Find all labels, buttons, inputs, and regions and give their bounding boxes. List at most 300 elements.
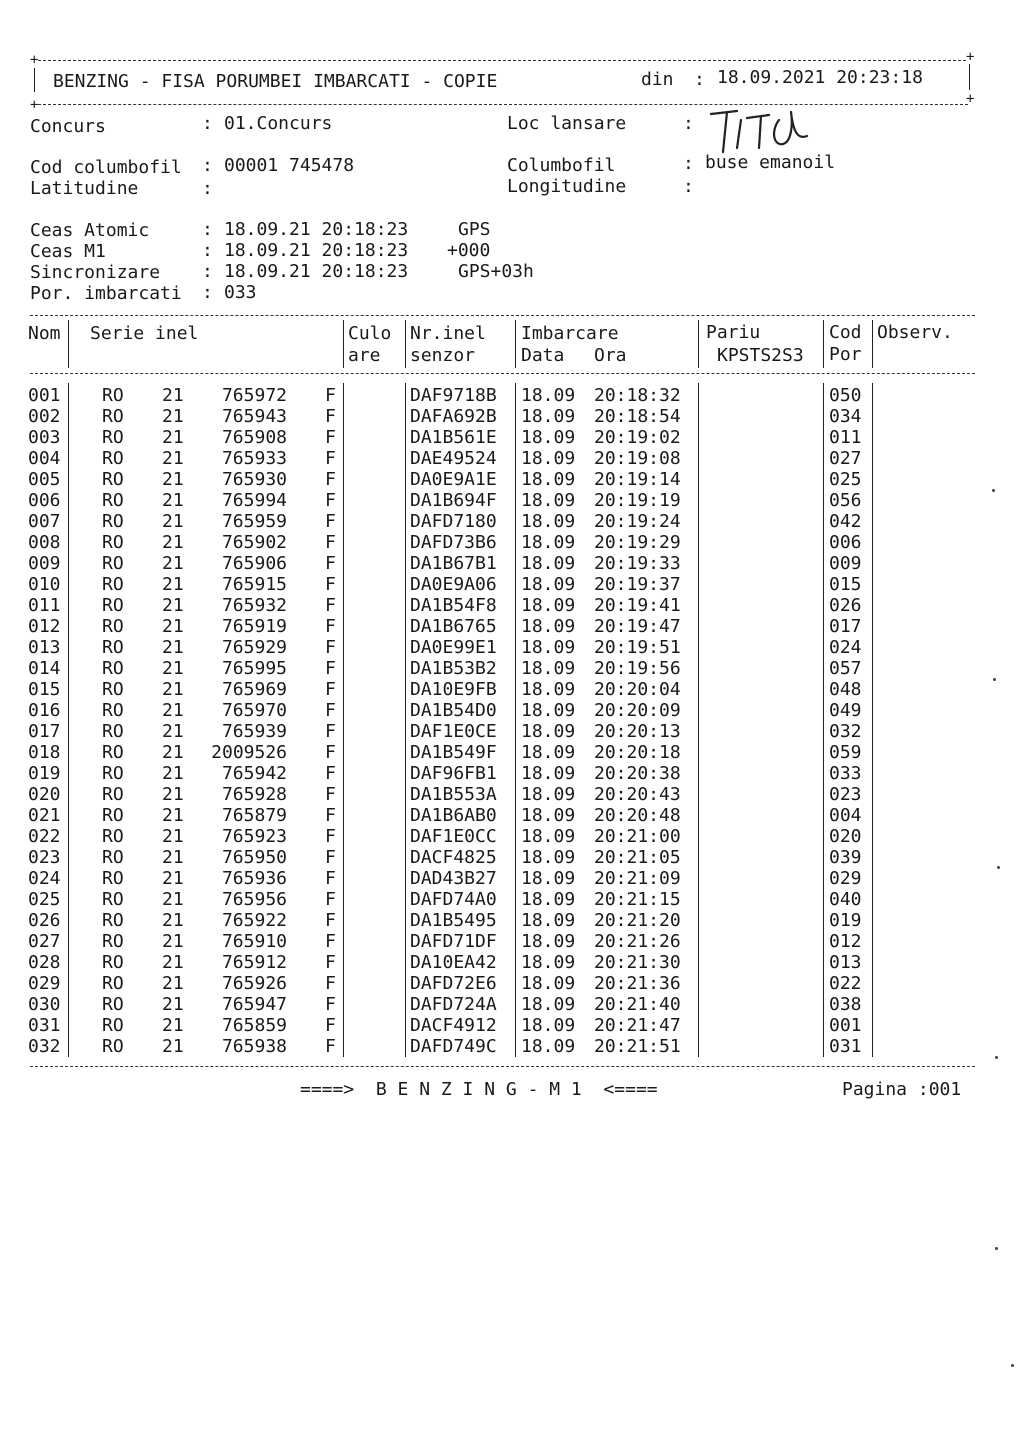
cell-ring: 765956 — [221, 889, 287, 910]
cell-country: RO — [102, 847, 124, 868]
cell-time: 20:21:51 — [594, 1036, 681, 1057]
cell-cod: 040 — [829, 889, 862, 910]
cell-year: 21 — [162, 931, 184, 952]
cell-year: 21 — [162, 574, 184, 595]
cell-year: 21 — [162, 973, 184, 994]
cell-time: 20:21:36 — [594, 973, 681, 994]
cell-year: 21 — [162, 679, 184, 700]
cell-country: RO — [102, 574, 124, 595]
col-separator — [823, 320, 824, 368]
col-header-culo-2: are — [348, 345, 381, 366]
table-bottom-border — [30, 1066, 975, 1067]
cell-year: 21 — [162, 385, 184, 406]
header-right-border — [969, 64, 970, 90]
cell-country: RO — [102, 1036, 124, 1057]
concurs-label: Concurs — [30, 116, 106, 137]
cell-sensor: DA1B6765 — [410, 616, 497, 637]
cell-ring: 765919 — [221, 616, 287, 637]
cell-sensor: DAF1E0CE — [410, 721, 497, 742]
col-separator — [68, 320, 69, 368]
cell-cod: 034 — [829, 406, 862, 427]
cell-nom: 016 — [28, 700, 61, 721]
scan-speck — [993, 678, 996, 681]
cell-time: 20:18:54 — [594, 406, 681, 427]
table-row — [0, 406, 1024, 427]
cell-year: 21 — [162, 826, 184, 847]
cell-nom: 031 — [28, 1015, 61, 1036]
cell-sensor: DA0E9A06 — [410, 574, 497, 595]
cell-sex: F — [325, 889, 336, 910]
cell-year: 21 — [162, 511, 184, 532]
cell-ring: 765969 — [221, 679, 287, 700]
col-header-nom: Nom — [28, 323, 61, 344]
cell-sex: F — [325, 721, 336, 742]
cell-year: 21 — [162, 406, 184, 427]
cell-nom: 025 — [28, 889, 61, 910]
cell-sensor: DA1B561E — [410, 427, 497, 448]
cell-nom: 008 — [28, 532, 61, 553]
handwritten-signature — [707, 106, 817, 154]
table-row — [0, 427, 1024, 448]
cell-sensor: DAFD73B6 — [410, 532, 497, 553]
cell-sensor: DAF1E0CC — [410, 826, 497, 847]
cell-nom: 002 — [28, 406, 61, 427]
table-row — [0, 952, 1024, 973]
cell-ring: 765930 — [221, 469, 287, 490]
table-header-border — [30, 373, 975, 374]
cell-cod: 015 — [829, 574, 862, 595]
table-row — [0, 616, 1024, 637]
cell-ring: 765915 — [221, 574, 287, 595]
header-left-border — [34, 68, 35, 92]
cell-sex: F — [325, 742, 336, 763]
cell-sex: F — [325, 931, 336, 952]
cell-sex: F — [325, 469, 336, 490]
table-row — [0, 595, 1024, 616]
cell-time: 20:19:37 — [594, 574, 681, 595]
cell-cod: 017 — [829, 616, 862, 637]
cell-ring: 765926 — [221, 973, 287, 994]
cell-nom: 029 — [28, 973, 61, 994]
cell-date: 18.09 — [521, 952, 576, 973]
cell-country: RO — [102, 952, 124, 973]
cell-sensor: DAF9718B — [410, 385, 497, 406]
cell-sensor: DAFA692B — [410, 406, 497, 427]
col-separator — [872, 320, 873, 368]
cell-country: RO — [102, 490, 124, 511]
cell-date: 18.09 — [521, 406, 576, 427]
cell-year: 21 — [162, 1036, 184, 1057]
cell-ring: 765932 — [221, 595, 287, 616]
cell-country: RO — [102, 910, 124, 931]
por-imbarcati-label: Por. imbarcati — [30, 283, 182, 304]
table-top-border — [30, 315, 975, 316]
table-row — [0, 994, 1024, 1015]
cell-year: 21 — [162, 490, 184, 511]
cell-ring: 765972 — [221, 385, 287, 406]
cell-date: 18.09 — [521, 511, 576, 532]
cell-nom: 032 — [28, 1036, 61, 1057]
cell-sex: F — [325, 427, 336, 448]
cell-cod: 025 — [829, 469, 862, 490]
cell-date: 18.09 — [521, 553, 576, 574]
table-row — [0, 910, 1024, 931]
col-header-culo: Culo — [348, 323, 392, 344]
table-row — [0, 511, 1024, 532]
cell-sex: F — [325, 1015, 336, 1036]
cell-country: RO — [102, 385, 124, 406]
cell-country: RO — [102, 637, 124, 658]
cell-time: 20:21:20 — [594, 910, 681, 931]
cell-nom: 013 — [28, 637, 61, 658]
cell-country: RO — [102, 826, 124, 847]
cell-sex: F — [325, 658, 336, 679]
cell-sex: F — [325, 595, 336, 616]
cell-sensor: DA10E9FB — [410, 679, 497, 700]
cell-nom: 030 — [28, 994, 61, 1015]
col-header-serie: Serie inel — [90, 323, 199, 344]
cell-nom: 010 — [28, 574, 61, 595]
cell-sensor: DAFD71DF — [410, 931, 497, 952]
cell-nom: 015 — [28, 679, 61, 700]
cell-sex: F — [325, 784, 336, 805]
cell-nom: 012 — [28, 616, 61, 637]
cell-country: RO — [102, 973, 124, 994]
cell-country: RO — [102, 763, 124, 784]
cell-date: 18.09 — [521, 805, 576, 826]
cell-sex: F — [325, 574, 336, 595]
cell-country: RO — [102, 994, 124, 1015]
ceas-m1-value: 18.09.21 20:18:23 — [224, 240, 409, 261]
cell-ring: 765910 — [221, 931, 287, 952]
cell-ring: 765906 — [221, 553, 287, 574]
col-header-imbarcare: Imbarcare — [521, 323, 619, 344]
cell-year: 21 — [162, 532, 184, 553]
cell-time: 20:19:24 — [594, 511, 681, 532]
cell-time: 20:21:05 — [594, 847, 681, 868]
col-header-kpsts: KPSTS2S3 — [717, 345, 804, 366]
cell-cod: 049 — [829, 700, 862, 721]
cell-country: RO — [102, 553, 124, 574]
cell-cod: 032 — [829, 721, 862, 742]
loc-lansare-label: Loc lansare — [507, 113, 627, 134]
cell-cod: 031 — [829, 1036, 862, 1057]
cell-nom: 019 — [28, 763, 61, 784]
table-row — [0, 931, 1024, 952]
cell-time: 20:21:47 — [594, 1015, 681, 1036]
cell-sex: F — [325, 1036, 336, 1057]
cell-nom: 027 — [28, 931, 61, 952]
cell-time: 20:21:40 — [594, 994, 681, 1015]
cell-sensor: DAFD7180 — [410, 511, 497, 532]
cell-nom: 023 — [28, 847, 61, 868]
cell-sex: F — [325, 385, 336, 406]
header-bottom-border — [38, 104, 968, 105]
cell-nom: 024 — [28, 868, 61, 889]
cell-sex: F — [325, 973, 336, 994]
ceas-atomic-source: GPS — [458, 219, 491, 240]
cell-sensor: DA0E9A1E — [410, 469, 497, 490]
ceas-m1-label: Ceas M1 — [30, 241, 106, 262]
corner-mark: + — [966, 49, 975, 65]
cell-cod: 004 — [829, 805, 862, 826]
cell-nom: 005 — [28, 469, 61, 490]
cell-country: RO — [102, 595, 124, 616]
cell-sex: F — [325, 406, 336, 427]
cell-cod: 001 — [829, 1015, 862, 1036]
cell-sensor: DA0E99E1 — [410, 637, 497, 658]
cell-ring: 765902 — [221, 532, 287, 553]
cell-sensor: DA1B5495 — [410, 910, 497, 931]
table-row — [0, 490, 1024, 511]
cell-time: 20:19:29 — [594, 532, 681, 553]
por-imbarcati-value: 033 — [224, 282, 257, 303]
sincronizare-offset: GPS+03h — [458, 261, 534, 282]
cell-date: 18.09 — [521, 448, 576, 469]
cell-time: 20:19:19 — [594, 490, 681, 511]
col-header-nrinel: Nr.inel — [410, 323, 486, 344]
cell-sensor: DAFD72E6 — [410, 973, 497, 994]
cell-year: 21 — [162, 616, 184, 637]
cell-date: 18.09 — [521, 721, 576, 742]
cell-date: 18.09 — [521, 910, 576, 931]
cell-year: 21 — [162, 805, 184, 826]
col-header-data: Data — [521, 345, 565, 366]
cell-nom: 017 — [28, 721, 61, 742]
cell-year: 21 — [162, 763, 184, 784]
cell-ring: 2009526 — [211, 742, 287, 763]
cell-sensor: DAE49524 — [410, 448, 497, 469]
cell-cod: 033 — [829, 763, 862, 784]
cell-sensor: DA1B6AB0 — [410, 805, 497, 826]
cell-ring: 765943 — [221, 406, 287, 427]
cell-ring: 765939 — [221, 721, 287, 742]
cell-cod: 059 — [829, 742, 862, 763]
cell-cod: 009 — [829, 553, 862, 574]
cell-ring: 765879 — [221, 805, 287, 826]
cell-ring: 765933 — [221, 448, 287, 469]
cell-sex: F — [325, 616, 336, 637]
cell-cod: 027 — [829, 448, 862, 469]
cell-cod: 022 — [829, 973, 862, 994]
cell-date: 18.09 — [521, 1015, 576, 1036]
cell-sensor: DA1B549F — [410, 742, 497, 763]
table-row — [0, 679, 1024, 700]
cell-date: 18.09 — [521, 742, 576, 763]
cell-year: 21 — [162, 868, 184, 889]
cell-time: 20:19:56 — [594, 658, 681, 679]
cell-cod: 056 — [829, 490, 862, 511]
cell-country: RO — [102, 931, 124, 952]
cell-nom: 003 — [28, 427, 61, 448]
cell-country: RO — [102, 532, 124, 553]
table-row — [0, 763, 1024, 784]
scan-speck — [995, 1247, 998, 1250]
cell-cod: 057 — [829, 658, 862, 679]
cell-sex: F — [325, 553, 336, 574]
cell-sensor: DAFD74A0 — [410, 889, 497, 910]
cell-cod: 024 — [829, 637, 862, 658]
cell-year: 21 — [162, 427, 184, 448]
cell-cod: 050 — [829, 385, 862, 406]
cell-nom: 026 — [28, 910, 61, 931]
corner-mark: + — [966, 91, 975, 107]
col-separator — [698, 320, 699, 368]
scan-speck — [1011, 1364, 1014, 1367]
cell-country: RO — [102, 1015, 124, 1036]
cell-cod: 039 — [829, 847, 862, 868]
cell-country: RO — [102, 805, 124, 826]
cell-sex: F — [325, 994, 336, 1015]
cell-year: 21 — [162, 742, 184, 763]
sincronizare-value: 18.09.21 20:18:23 — [224, 261, 409, 282]
cell-date: 18.09 — [521, 868, 576, 889]
footer-device: ====> B E N Z I N G - M 1 <==== — [300, 1079, 658, 1100]
sincronizare-label: Sincronizare — [30, 262, 161, 283]
cell-cod: 038 — [829, 994, 862, 1015]
table-row — [0, 721, 1024, 742]
cell-nom: 011 — [28, 595, 61, 616]
cell-date: 18.09 — [521, 847, 576, 868]
cell-cod: 042 — [829, 511, 862, 532]
cell-sensor: DA1B54D0 — [410, 700, 497, 721]
cell-nom: 007 — [28, 511, 61, 532]
cell-cod: 026 — [829, 595, 862, 616]
table-row — [0, 700, 1024, 721]
col-header-por: Por — [829, 344, 862, 365]
cell-sensor: DAFD724A — [410, 994, 497, 1015]
cod-columbofil-value: 00001 745478 — [224, 155, 355, 176]
cell-time: 20:20:13 — [594, 721, 681, 742]
document-date: 18.09.2021 20:23:18 — [717, 67, 923, 88]
cell-sensor: DAF96FB1 — [410, 763, 497, 784]
cell-date: 18.09 — [521, 994, 576, 1015]
table-row — [0, 868, 1024, 889]
table-row — [0, 889, 1024, 910]
cell-time: 20:21:15 — [594, 889, 681, 910]
cell-nom: 014 — [28, 658, 61, 679]
cell-sensor: DAFD749C — [410, 1036, 497, 1057]
cell-country: RO — [102, 721, 124, 742]
cell-time: 20:20:18 — [594, 742, 681, 763]
cell-time: 20:19:08 — [594, 448, 681, 469]
table-row — [0, 973, 1024, 994]
cell-ring: 765959 — [221, 511, 287, 532]
cell-sex: F — [325, 637, 336, 658]
cell-country: RO — [102, 658, 124, 679]
cell-cod: 013 — [829, 952, 862, 973]
cell-date: 18.09 — [521, 532, 576, 553]
cell-time: 20:20:04 — [594, 679, 681, 700]
table-row — [0, 847, 1024, 868]
table-row — [0, 574, 1024, 595]
cell-country: RO — [102, 700, 124, 721]
document-title: BENZING - FISA PORUMBEI IMBARCATI - COPIE — [53, 71, 498, 92]
scan-speck — [997, 866, 1000, 869]
cell-sex: F — [325, 847, 336, 868]
cell-sex: F — [325, 910, 336, 931]
cell-ring: 765950 — [221, 847, 287, 868]
cell-year: 21 — [162, 448, 184, 469]
longitudine-label: Longitudine — [507, 176, 627, 197]
table-row — [0, 553, 1024, 574]
cell-country: RO — [102, 616, 124, 637]
cell-date: 18.09 — [521, 889, 576, 910]
col-header-cod: Cod — [829, 322, 862, 343]
cell-sensor: DA1B694F — [410, 490, 497, 511]
cell-sex: F — [325, 952, 336, 973]
col-separator — [405, 320, 406, 368]
cod-columbofil-label: Cod columbofil — [30, 157, 182, 178]
cell-country: RO — [102, 406, 124, 427]
date-label: din — [641, 69, 674, 90]
cell-sensor: DA1B54F8 — [410, 595, 497, 616]
cell-cod: 048 — [829, 679, 862, 700]
corner-mark: + — [30, 52, 39, 68]
cell-year: 21 — [162, 637, 184, 658]
table-row — [0, 385, 1024, 406]
cell-date: 18.09 — [521, 679, 576, 700]
cell-date: 18.09 — [521, 595, 576, 616]
cell-date: 18.09 — [521, 784, 576, 805]
cell-sensor: DACF4912 — [410, 1015, 497, 1036]
cell-sex: F — [325, 532, 336, 553]
col-header-senzor: senzor — [410, 345, 476, 366]
cell-date: 18.09 — [521, 427, 576, 448]
cell-cod: 020 — [829, 826, 862, 847]
cell-cod: 012 — [829, 931, 862, 952]
cell-cod: 006 — [829, 532, 862, 553]
cell-ring: 765995 — [221, 658, 287, 679]
cell-country: RO — [102, 469, 124, 490]
cell-date: 18.09 — [521, 490, 576, 511]
concurs-value: 01.Concurs — [224, 113, 333, 134]
cell-country: RO — [102, 784, 124, 805]
latitudine-label: Latitudine — [30, 178, 139, 199]
table-row — [0, 805, 1024, 826]
cell-country: RO — [102, 742, 124, 763]
cell-sex: F — [325, 511, 336, 532]
table-row — [0, 1015, 1024, 1036]
cell-year: 21 — [162, 847, 184, 868]
table-row — [0, 637, 1024, 658]
cell-sex: F — [325, 868, 336, 889]
cell-year: 21 — [162, 721, 184, 742]
cell-ring: 765922 — [221, 910, 287, 931]
cell-time: 20:21:09 — [594, 868, 681, 889]
cell-nom: 001 — [28, 385, 61, 406]
cell-ring: 765912 — [221, 952, 287, 973]
table-row — [0, 826, 1024, 847]
cell-sex: F — [325, 679, 336, 700]
cell-ring: 765923 — [221, 826, 287, 847]
table-row — [0, 742, 1024, 763]
cell-sex: F — [325, 826, 336, 847]
table-row — [0, 532, 1024, 553]
cell-country: RO — [102, 511, 124, 532]
cell-country: RO — [102, 868, 124, 889]
cell-time: 20:20:38 — [594, 763, 681, 784]
table-row — [0, 658, 1024, 679]
cell-time: 20:19:02 — [594, 427, 681, 448]
cell-year: 21 — [162, 1015, 184, 1036]
cell-date: 18.09 — [521, 763, 576, 784]
col-separator — [515, 320, 516, 368]
cell-time: 20:18:32 — [594, 385, 681, 406]
cell-ring: 765942 — [221, 763, 287, 784]
cell-sex: F — [325, 490, 336, 511]
cell-time: 20:20:09 — [594, 700, 681, 721]
